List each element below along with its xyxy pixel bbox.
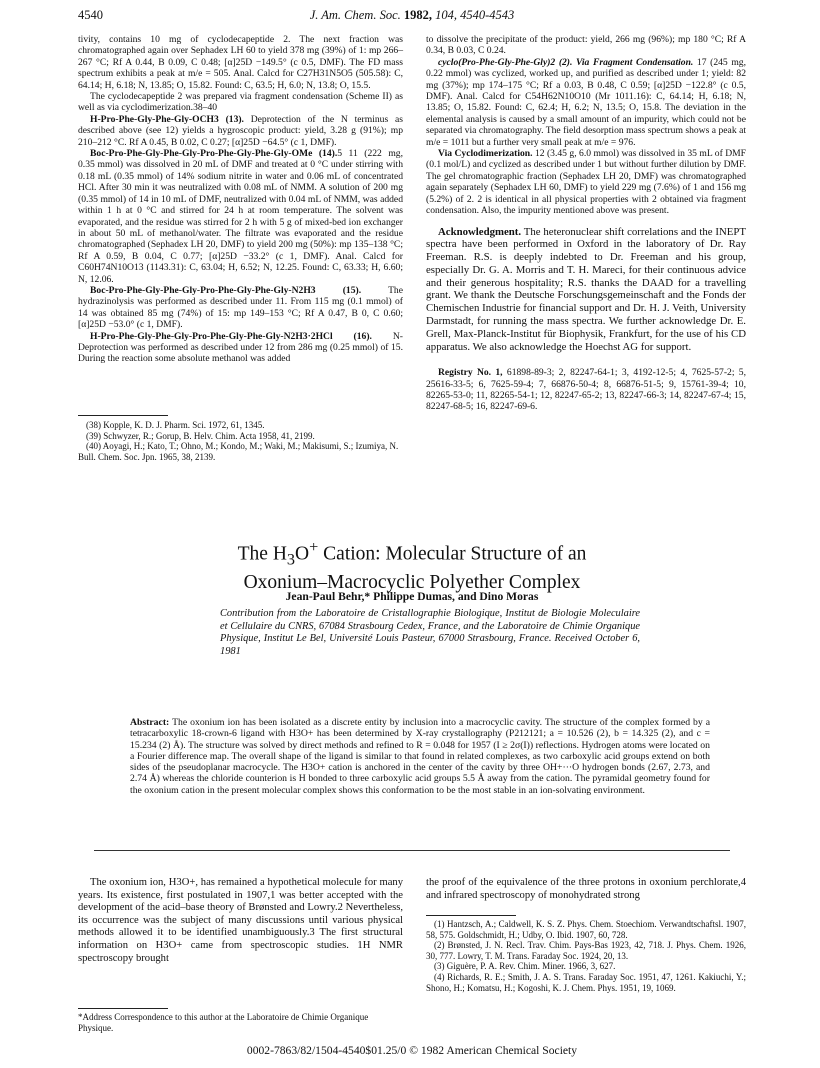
journal-name: J. Am. Chem. Soc. — [309, 8, 401, 22]
previous-article-left-column — [78, 34, 403, 365]
journal-pages: 4540-4543 — [460, 8, 515, 22]
compound-heading: Boc-Pro-Phe-Gly-Phe-Gly-Pro-Phe-Gly-Phe-Gly-N2H3 (15). — [90, 284, 362, 296]
paragraph-text: Deprotection of the N terminus as described above (see 12) yields a hygroscopic product: yield, 3.28 g (91%); mp 210–212 °C. Rf A 0.45, B 0.02, C 0.27; [α]25D −64.5° (c 1, DMF). — [78, 113, 403, 148]
paragraph — [426, 148, 746, 216]
footnote-rule — [78, 415, 168, 416]
paragraph-text: N-Deprotection was performed as described under 12 from 286 mg (0.25 mmol) of 15. During the reaction some absolute methanol was added — [78, 330, 403, 365]
abstract — [130, 717, 710, 796]
paragraph — [78, 285, 403, 331]
abstract-text: The oxonium ion has been isolated as a discrete entity by inclusion into a macrocyclic cavity. The structure of the complex formed by a tetracarboxylic 18-crown-6 ligand with H3O+ has been determined by X-ray crystallography (P212121; a = 10.526 (2), b = 14.325 (2), and c = 15.234 (2) Å). The structure was solved by direct methods and refined to R = 0.048 for 1957 (I ≥ 2σ(I)) reflections. Hydrogen atoms were located on a Fourier difference map. The overall shape of the ligand is similar to that found in related complexes, as two carboxylic acid groups extend on both sides of the pseudoplanar macrocycle. The H3O+ cation is anchored in the center of the cavity by three OH+···O hydrogen bonds (2.67, 2.73, and 2.74 Å) whereas the chloride counterion is H bonded to three carboxylic acid groups 5.5 Å away from the cation. The pyramidal geometry found for the oxonium cation in the present molecular complex shows this conformation to be the most stable in an ion-solvating environment. — [130, 717, 710, 796]
paragraph — [426, 57, 746, 148]
reference-item: (3) Giguère, P. A. Rev. Chim. Miner. 1966, 3, 627. — [434, 961, 616, 972]
copyright-footer: 0002-7863/82/1504-4540$01.25/0 © 1982 American Chemical Society — [246, 1044, 578, 1057]
reference-item: (40) Aoyagi, H.; Kato, T.; Ohno, M.; Kondo, M.; Waki, M.; Makisumi, S.; Izumiya, N. Bull. Chem. Soc. Jpn. 1965, 38, 2139. — [78, 441, 399, 462]
footnote-rule — [78, 1008, 168, 1009]
reference-item: (4) Richards, R. E.; Smith, J. A. S. Trans. Faraday Soc. 1951, 47, 1261. Kakiuchi, Y.; Shono, H.; Komatsu, H.; Kogoshi, K. J. Chem. Phys. 1951, 19, 1069. — [426, 971, 746, 993]
reference-item: (38) Kopple, K. D. J. Pharm. Sci. 1972, 61, 1345. — [86, 420, 265, 430]
title-line-1: The $H_3O^+$ Cation: Molecular Structure of an — [237, 538, 587, 569]
paragraph: to dissolve the precipitate of the product: yield, 266 mg (96%); mp 180 °C; Rf A 0.34, B 0.03, C 0.24. — [426, 34, 746, 57]
paragraph: The cyclodecapeptide 2 was prepared via fragment condensation (Scheme II) as well as via cyclodimerization.38–40 — [78, 91, 403, 114]
page-number: 4540 — [78, 8, 103, 22]
paragraph — [78, 148, 403, 285]
section-divider — [94, 850, 730, 851]
footnote-rule — [426, 915, 516, 916]
compound-heading: cyclo(Pro-Phe-Gly-Phe-Gly)2 (2). Via Fragment Condensation. — [438, 56, 694, 68]
article-title — [78, 535, 746, 595]
body-left-column — [78, 877, 403, 965]
paragraph: The oxonium ion, H3O+, has remained a hypothetical molecule for many years. Its existence, first postulated in 1907,1 was better accepted with the development of the acid–base theory of Brønsted and Lowry.2 Nevertheless, its occurrence was the subject of many discussions until various physical methods allowed it to be identified unambiguously.3 The first structural information on H3O+ came from spectroscopic studies. 1H NMR spectroscopy brought — [78, 877, 403, 964]
body-right-column — [426, 877, 746, 902]
paragraph: the proof of the equivalence of the three protons in oxonium perchlorate,4 and infrared spectroscopy of monohydrated strong — [426, 877, 746, 901]
registry-numbers — [426, 367, 746, 412]
paragraph-text: 17 (245 mg, 0.22 mmol) was cyclized, worked up, and purified as described under 1; yield: 82 mg (37%); mp 174–175 °C; Rf a 0.03, B 0.48, C 0.59; [α]25D −122.8° (c 0.5, DMF). Anal. Calcd for C54H62N10O10 (Mr 1011.16): C, 64.14; H, 6.18; N, 13.85; O, 15.82. Found: C, 62.4; H, 6.2; N, 13.5; O, 15.8. The deviation in the elemental analysis is caused by a small amount of an impurity, which could not be separated via chromatography. The field desorption mass spectrum shows a peak at m/e = 1011 but a further very small peak at m/e = 976. — [426, 56, 746, 148]
article-authors: Jean-Paul Behr,* Philippe Dumas, and Dino Moras — [285, 590, 539, 603]
references-top — [78, 415, 403, 462]
compound-heading: Boc-Pro-Phe-Gly-Phe-Gly-Pro-Phe-Gly-Phe-Gly-OMe (14). — [90, 148, 338, 160]
paragraph-text: 12 (3.45 g, 6.0 mmol) was dissolved in 35 mL of DMF (0.1 mol/L) and cyclized as described under 1 but without further dilution by DMF. The gel chromatographic fraction (Sephadex LH 20, DMF) was chromatographed again separately (Sephadex LH 60, DMF) to yield 229 mg (7.6%) of 1 and 156 mg (5.2%) of 2. 2 is identical in all physical properties with 2 obtained via fragment condensation. Also, the impurity mentioned above was present. — [426, 148, 746, 217]
journal-volume: 104, — [435, 8, 458, 22]
reference-item: (2) Brønsted, J. N. Recl. Trav. Chim. Pays-Bas 1923, 42, 718. J. Phys. Chem. 1926, 30, 777. Lowry, T. M. Trans. Faraday Soc. 1924, 20, 13. — [426, 940, 746, 961]
acknowledgment-heading: Acknowledgment. — [438, 225, 522, 238]
acknowledgment — [426, 226, 746, 354]
paragraph — [78, 114, 403, 148]
journal-citation — [78, 8, 746, 23]
paragraph: tivity, contains 10 mg of cyclodecapeptide 2. The next fraction was chromatographed again over Sephadex LH 60 to yield 378 mg (39%) of 1: mp 266–267 °C; Rf A 0.44, B 0.09, C 0.48; [α]25D −149.5° (c 0.5, DMF). The FD mass spectrum exhibits a peak at m/e = 505. Anal. Calcd for C27H31N5O5 (505.58): C, 64.14; H, 6.18; N, 13.85; O, 15.82. Found: C, 63.5; H, 6.0; N, 13.8; O, 15.5. — [78, 34, 403, 91]
compound-heading: H-Pro-Phe-Gly-Phe-Gly-Pro-Phe-Gly-Phe-Gly-N2H3·2HCl (16). — [90, 330, 372, 342]
previous-article-right-column — [426, 34, 746, 412]
title-line-2: Oxonium–Macrocyclic Polyether Complex — [243, 572, 581, 594]
journal-year: 1982, — [403, 8, 433, 22]
compound-heading: H-Pro-Phe-Gly-Phe-Gly-OCH3 (13). — [90, 113, 244, 125]
paragraph — [78, 331, 403, 365]
method-heading: Via Cyclodimerization. — [438, 148, 533, 160]
abstract-label: Abstract: — [130, 717, 170, 728]
paragraph-text: 5 11 (222 mg, 0.35 mmol) was dissolved in 20 mL of DMF and treated at 0 °C under stirring with 0.18 mL (0.35 mmol) of 14% sodium nitrite in water and 0.06 mL of concentrated HCl. After 30 min it was neutralized with 0.08 mL of NMM. A solution of 200 mg (0.35 mmol) of 14 in 10 mL of DMF, neutralized with 0.04 mL of NMM, was added within 1 h at 0 °C and stirred for 24 h at room temperature. The solvent was evaporated, and the residue was stirred for 2 h with 5 g of mixed-bed ion exchanger in about 50 mL of methanol/water. The filtrate was evaporated and the residue chromatographed (Sephadex LH 20, DMF) to yield 200 mg (50%): mp 135–138 °C; Rf A 0.59, B 0.04, C 0.77; [α]25D −33.2° (c 1, DMF). Anal. Calcd for C60H74N10O13 (1143.31): C, 63.04; H, 6.52; N, 12.25. Found: C, 63.33; H, 6.60; N, 12.06. — [78, 148, 403, 285]
registry-text: 61898-89-3; 2, 82247-64-1; 3, 4192-12-5; 4, 7625-57-2; 5, 25616-33-5; 6, 7625-59-4; 7, 66876-50-4; 8, 66876-51-5; 9, 15761-39-4; 10, 82265-53-0; 11, 82265-54-1; 12, 82247-65-2; 13, 82247-66-3; 14, 82247-67-4; 15, 82247-68-5; 16, 82247-69-6. — [426, 367, 746, 413]
paragraph-text: The hydrazinolysis was performed as described under 11. From 115 mg (0.1 mmol) of 14 was obtained 85 mg (74%) of 15: mp 149–153 °C; Rf A 0.47, B 0, C 0.60; [α]25D −53.0° (c 1, DMF). — [78, 284, 403, 331]
acknowledgment-text: The heteronuclear shift correlations and the INEPT spectra have been performed in Oxford in the laboratory of Dr. Ray Freeman. R.S. is deeply indebted to Dr. Freeman and his group, especially Dr. G. A. Morris and T. H. Mareci, for their continuous advice and their generous hospitality; R.S. thanks the DAAD for a travelling grant. We thank the Deutsche Forschungsgemeinschaft and the Fonds der Chemischen Industrie for financial support and Dr. H. J. Veith, University Darmstadt, for running the mass spectra. We further acknowledge Dr. E. Grell, Max-Planck-Institut für Biophysik, Frankfurt, for the use of his CD apparatus. We also acknowledge the Hoechst AG for support. — [426, 225, 746, 353]
reference-item: (1) Hantzsch, A.; Caldwell, K. S. Z. Phys. Chem. Stoechiom. Verwandtschaftsl. 1907, 58, 575. Goldschmidt, H.; Udby, O. Ibid. 1907, 60, 728. — [426, 919, 746, 940]
running-header — [78, 8, 746, 26]
reference-item: (39) Schwyzer, R.; Gorup, B. Helv. Chim. Acta 1958, 41, 2199. — [86, 430, 315, 441]
correspondence-footnote — [78, 1008, 403, 1033]
references-bottom — [426, 915, 746, 993]
footnote-text: *Address Correspondence to this author at the Laboratoire de Chimie Organique Physique. — [78, 1012, 369, 1033]
article-affiliation: Contribution from the Laboratoire de Cristallographie Biologique, Institut de Biologie Moleculaire et Cellulaire du CNRS, 67084 Strasbourg Cedex, France, and the Laboratoire de Chimie Organique Physique, Institut Le Bel, Université Louis Pasteur, 67000 Strasbourg, France. Received October 6, 1981 — [220, 608, 640, 657]
registry-heading: Registry No. 1, — [438, 367, 503, 379]
